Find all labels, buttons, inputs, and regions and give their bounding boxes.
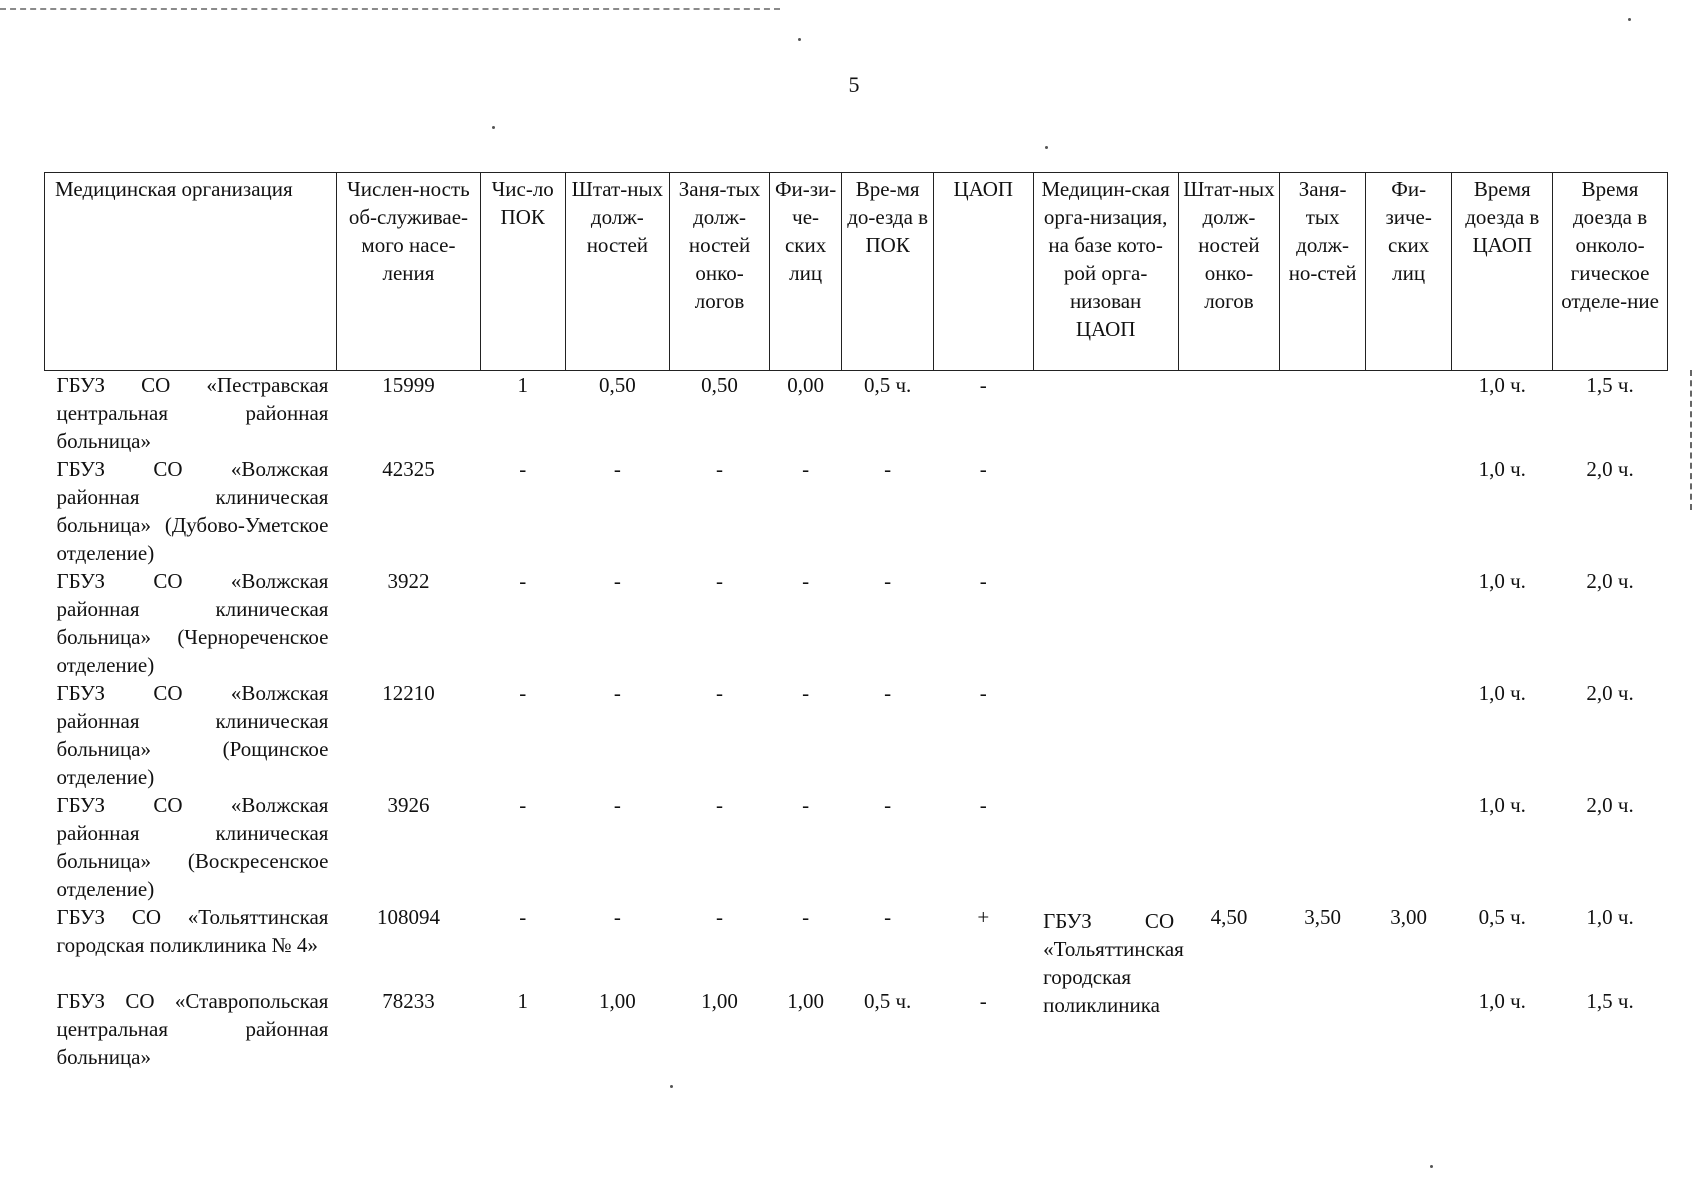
time-to-oncology-cell: 1,5 ч. xyxy=(1586,373,1634,397)
time-to-caop-cell: 1,0 ч. xyxy=(1478,793,1526,817)
staff-positions-cell: - xyxy=(613,681,621,705)
table-row xyxy=(45,455,1668,567)
pok-count-cell: - xyxy=(519,457,527,481)
table-row xyxy=(45,791,1668,903)
table-row xyxy=(45,987,1668,1077)
time-to-caop-cell: 1,0 ч. xyxy=(1478,569,1526,593)
physical-persons-cell: - xyxy=(802,569,810,593)
caop-cell: - xyxy=(979,681,987,705)
caop-occupied-cell xyxy=(1280,455,1366,567)
org-cell: ГБУЗ СО «Тольяттинская городская поликлиника № 4» xyxy=(56,905,329,957)
caop-staff-cell xyxy=(1178,791,1280,903)
caop-staff-cell xyxy=(1178,567,1280,679)
header-pok-count: Чис-ло ПОК xyxy=(480,173,565,371)
header-caop: ЦАОП xyxy=(933,173,1033,371)
oncology-care-table xyxy=(44,172,1668,1077)
org-cell: ГБУЗ СО «Волжская районная клиническая больница» (Воскресенское отделение) xyxy=(56,793,329,901)
occupied-positions-cell: - xyxy=(716,569,724,593)
caop-staff-cell xyxy=(1178,987,1280,1077)
caop-cell: - xyxy=(979,569,987,593)
time-to-pok-cell: - xyxy=(884,569,892,593)
table-header-row xyxy=(45,173,1668,371)
header-time-to-oncology: Время доезда в онколо-гическое отделе-ние xyxy=(1553,173,1668,371)
physical-persons-cell: - xyxy=(802,681,810,705)
caop-persons-cell xyxy=(1365,679,1452,791)
time-to-caop-cell: 1,0 ч. xyxy=(1478,989,1526,1013)
time-to-oncology-cell: 2,0 ч. xyxy=(1586,457,1634,481)
caop-persons-cell xyxy=(1365,791,1452,903)
org-cell: ГБУЗ СО «Пестравская центральная районная больница» xyxy=(56,373,329,453)
physical-persons-cell: 1,00 xyxy=(787,989,824,1013)
population-cell: 3926 xyxy=(387,793,430,817)
pok-count-cell: - xyxy=(519,569,527,593)
caop-staff-cell: 4,50 xyxy=(1210,905,1248,929)
occupied-positions-cell: - xyxy=(716,457,724,481)
scan-artifact-line xyxy=(0,8,780,10)
header-caop-staff-positions: Штат-ных долж-ностей онко-логов xyxy=(1178,173,1280,371)
header-occupied-positions: Заня-тых долж-ностей онко-логов xyxy=(670,173,770,371)
time-to-caop-cell: 1,0 ч. xyxy=(1478,373,1526,397)
caop-organization-cell xyxy=(1033,567,1178,679)
staff-positions-cell: - xyxy=(613,457,621,481)
population-cell: 15999 xyxy=(382,373,435,397)
time-to-caop-cell: 1,0 ч. xyxy=(1478,681,1526,705)
scan-speck xyxy=(492,126,495,129)
header-organization: Медицинская организация xyxy=(45,173,337,371)
caop-occupied-cell xyxy=(1280,567,1366,679)
caop-cell: - xyxy=(979,793,987,817)
population-cell: 42325 xyxy=(382,457,435,481)
caop-occupied-cell xyxy=(1280,371,1366,456)
table-row xyxy=(45,567,1668,679)
caop-organization-cell xyxy=(1033,903,1184,1017)
header-time-to-pok: Вре-мя до-езда в ПОК xyxy=(842,173,934,371)
caop-organization-text: ГБУЗ СО «Тольяттинская городская поликлиника xyxy=(1043,909,1184,1017)
pok-count-cell: 1 xyxy=(517,373,528,397)
staff-positions-cell: 0,50 xyxy=(598,373,636,397)
time-to-pok-cell: - xyxy=(884,681,892,705)
occupied-positions-cell: - xyxy=(716,793,724,817)
header-staff-positions: Штат-ных долж-ностей xyxy=(565,173,670,371)
caop-cell: + xyxy=(977,905,990,929)
time-to-pok-cell: - xyxy=(884,793,892,817)
caop-persons-cell xyxy=(1365,455,1452,567)
pok-count-cell: 1 xyxy=(517,989,528,1013)
time-to-pok-cell: 0,5 ч. xyxy=(864,373,912,397)
scan-speck xyxy=(798,38,801,41)
occupied-positions-cell: - xyxy=(716,681,724,705)
pok-count-cell: - xyxy=(519,905,527,929)
scan-speck xyxy=(670,1085,673,1088)
population-cell: 3922 xyxy=(387,569,430,593)
physical-persons-cell: 0,00 xyxy=(787,373,824,397)
table-row xyxy=(45,371,1668,456)
caop-occupied-cell: 3,50 xyxy=(1304,905,1341,929)
caop-organization-cell xyxy=(1033,679,1178,791)
occupied-positions-cell: - xyxy=(716,905,724,929)
physical-persons-cell: - xyxy=(802,905,810,929)
header-caop-occupied-positions: Заня-тых долж-но-стей xyxy=(1280,173,1366,371)
header-physical-persons: Фи-зи-че-ских лиц xyxy=(769,173,841,371)
caop-organization-cell xyxy=(1033,455,1178,567)
caop-staff-cell xyxy=(1178,371,1280,456)
time-to-oncology-cell: 1,0 ч. xyxy=(1586,905,1634,929)
staff-positions-cell: 1,00 xyxy=(598,989,636,1013)
table-row xyxy=(45,903,1668,987)
caop-persons-cell xyxy=(1365,987,1452,1077)
scan-artifact-margin xyxy=(1690,370,1696,510)
caop-occupied-cell xyxy=(1280,791,1366,903)
staff-positions-cell: - xyxy=(613,905,621,929)
caop-cell: - xyxy=(979,373,987,397)
time-to-caop-cell: 1,0 ч. xyxy=(1478,457,1526,481)
header-caop-physical-persons: Фи-зиче-ских лиц xyxy=(1365,173,1452,371)
population-cell: 78233 xyxy=(382,989,435,1013)
caop-persons-cell xyxy=(1365,567,1452,679)
time-to-oncology-cell: 2,0 ч. xyxy=(1586,681,1634,705)
org-cell: ГБУЗ СО «Волжская районная клиническая больница» (Рощинское отделение) xyxy=(56,681,329,789)
table-row xyxy=(45,679,1668,791)
caop-organization-cell xyxy=(1033,791,1178,903)
population-cell: 108094 xyxy=(376,905,440,929)
time-to-oncology-cell: 2,0 ч. xyxy=(1586,793,1634,817)
header-time-to-caop: Время доезда в ЦАОП xyxy=(1452,173,1553,371)
caop-cell: - xyxy=(979,457,987,481)
time-to-pok-cell: - xyxy=(884,457,892,481)
caop-staff-cell xyxy=(1178,455,1280,567)
scan-speck xyxy=(1045,146,1048,149)
time-to-pok-cell: 0,5 ч. xyxy=(864,989,912,1013)
caop-cell: - xyxy=(979,989,987,1013)
population-cell: 12210 xyxy=(382,681,435,705)
time-to-oncology-cell: 2,0 ч. xyxy=(1586,569,1634,593)
pok-count-cell: - xyxy=(519,793,527,817)
time-to-caop-cell: 0,5 ч. xyxy=(1478,905,1526,929)
page-number: 5 xyxy=(848,72,860,97)
org-cell: ГБУЗ СО «Ставропольская центральная районная больница» xyxy=(56,989,329,1069)
org-cell: ГБУЗ СО «Волжская районная клиническая больница» (Чернореченское отделение) xyxy=(56,569,329,677)
time-to-oncology-cell: 1,5 ч. xyxy=(1586,989,1634,1013)
time-to-pok-cell: - xyxy=(884,905,892,929)
caop-persons-cell xyxy=(1365,371,1452,456)
caop-occupied-cell xyxy=(1280,679,1366,791)
scan-speck xyxy=(1430,1165,1433,1168)
pok-count-cell: - xyxy=(519,681,527,705)
staff-positions-cell: - xyxy=(613,793,621,817)
org-cell: ГБУЗ СО «Волжская районная клиническая больница» (Дубово-Уметское отделение) xyxy=(56,457,329,565)
caop-persons-cell: 3,00 xyxy=(1390,905,1428,929)
caop-staff-cell xyxy=(1178,679,1280,791)
occupied-positions-cell: 0,50 xyxy=(701,373,738,397)
caop-occupied-cell xyxy=(1280,987,1366,1077)
occupied-positions-cell: 1,00 xyxy=(701,989,738,1013)
staff-positions-cell: - xyxy=(613,569,621,593)
physical-persons-cell: - xyxy=(802,457,810,481)
physical-persons-cell: - xyxy=(802,793,810,817)
header-caop-organization: Медицин-ская орга-низация, на базе кото-рой орга-низован ЦАОП xyxy=(1033,173,1178,371)
header-population: Числен-ность об-служивае-мого насе-ления xyxy=(336,173,480,371)
caop-organization-cell xyxy=(1033,371,1178,456)
scan-speck xyxy=(1628,18,1631,21)
